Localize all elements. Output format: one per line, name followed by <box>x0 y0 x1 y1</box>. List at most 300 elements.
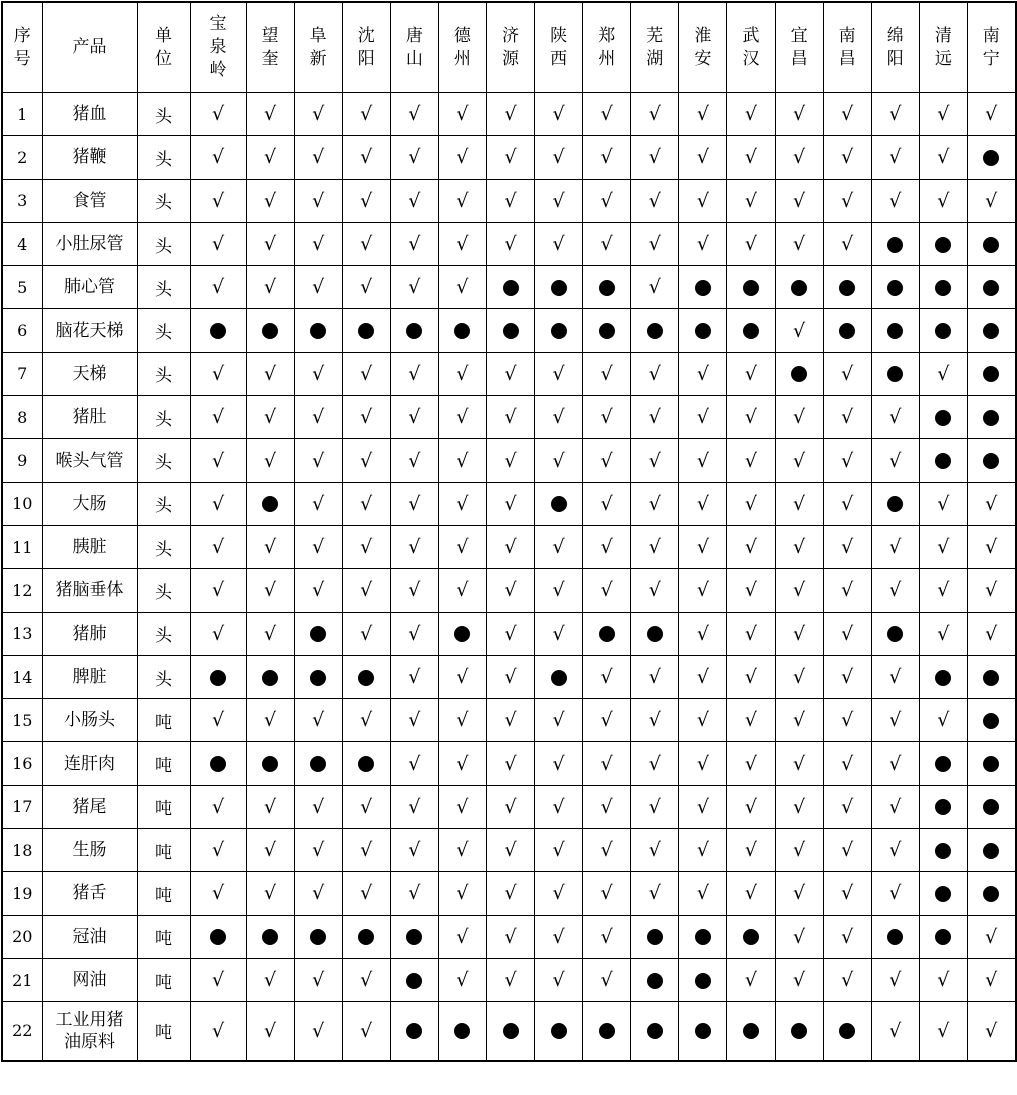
header-plant: 济源 <box>486 2 534 93</box>
row-unit: 吨 <box>137 785 190 828</box>
filled-dot-icon <box>983 886 999 902</box>
dot-cell <box>631 612 679 655</box>
dot-cell <box>919 439 967 482</box>
check-mark: √ <box>246 829 294 872</box>
row-index: 11 <box>2 525 42 568</box>
check-mark: √ <box>679 136 727 179</box>
check-mark: √ <box>967 179 1015 222</box>
check-mark: √ <box>679 872 727 915</box>
row-unit: 头 <box>137 352 190 395</box>
check-mark: √ <box>775 569 823 612</box>
check-mark: √ <box>390 829 438 872</box>
row-product: 脑花天梯 <box>42 309 137 352</box>
row-product: 天梯 <box>42 352 137 395</box>
check-mark: √ <box>679 569 727 612</box>
row-product: 网油 <box>42 958 137 1001</box>
check-mark: √ <box>775 179 823 222</box>
check-mark: √ <box>583 136 631 179</box>
dot-cell <box>967 872 1015 915</box>
check-mark: √ <box>727 699 775 742</box>
filled-dot-icon <box>935 929 951 945</box>
table-row <box>2 482 1016 525</box>
dot-cell <box>919 742 967 785</box>
filled-dot-icon <box>791 366 807 382</box>
check-mark: √ <box>486 93 534 136</box>
dot-cell <box>342 309 390 352</box>
row-product: 小肠头 <box>42 699 137 742</box>
check-mark: √ <box>190 872 246 915</box>
check-mark: √ <box>342 785 390 828</box>
check-mark: √ <box>583 872 631 915</box>
check-mark: √ <box>486 785 534 828</box>
row-index: 16 <box>2 742 42 785</box>
check-mark: √ <box>631 396 679 439</box>
filled-dot-icon <box>551 1023 567 1039</box>
check-mark: √ <box>535 915 583 958</box>
check-mark: √ <box>679 742 727 785</box>
filled-dot-icon <box>310 323 326 339</box>
header-product: 产品 <box>42 2 137 93</box>
check-mark: √ <box>823 93 871 136</box>
check-mark: √ <box>390 699 438 742</box>
filled-dot-icon <box>983 410 999 426</box>
dot-cell <box>535 655 583 698</box>
row-unit: 吨 <box>137 915 190 958</box>
check-mark: √ <box>775 525 823 568</box>
check-mark: √ <box>631 482 679 525</box>
filled-dot-icon <box>210 670 226 686</box>
check-mark: √ <box>390 785 438 828</box>
filled-dot-icon <box>262 670 278 686</box>
dot-cell <box>727 266 775 309</box>
row-unit: 头 <box>137 136 190 179</box>
check-mark: √ <box>727 655 775 698</box>
dot-cell <box>679 1002 727 1061</box>
check-mark: √ <box>390 742 438 785</box>
row-index: 9 <box>2 439 42 482</box>
row-product-label: 工业用猪油原料 <box>55 1009 124 1052</box>
filled-dot-icon <box>406 1023 422 1039</box>
header-plant: 唐山 <box>390 2 438 93</box>
check-mark: √ <box>390 872 438 915</box>
check-mark: √ <box>342 612 390 655</box>
check-mark: √ <box>775 872 823 915</box>
row-unit: 头 <box>137 612 190 655</box>
table-row <box>2 872 1016 915</box>
check-mark: √ <box>390 352 438 395</box>
dot-cell <box>190 309 246 352</box>
check-mark: √ <box>342 179 390 222</box>
check-mark: √ <box>535 612 583 655</box>
check-mark: √ <box>190 829 246 872</box>
dot-cell <box>919 829 967 872</box>
check-mark: √ <box>190 136 246 179</box>
row-index: 10 <box>2 482 42 525</box>
dot-cell <box>342 742 390 785</box>
check-mark: √ <box>246 785 294 828</box>
header-plant: 宜昌 <box>775 2 823 93</box>
dot-cell <box>967 352 1015 395</box>
check-mark: √ <box>727 785 775 828</box>
check-mark: √ <box>631 742 679 785</box>
header-plant: 南宁 <box>967 2 1015 93</box>
check-mark: √ <box>486 742 534 785</box>
dot-cell <box>871 266 919 309</box>
filled-dot-icon <box>599 1023 615 1039</box>
header-plant: 清远 <box>919 2 967 93</box>
dot-cell <box>390 309 438 352</box>
row-product: 大肠 <box>42 482 137 525</box>
check-mark: √ <box>775 742 823 785</box>
check-mark: √ <box>190 569 246 612</box>
dot-cell <box>823 1002 871 1061</box>
check-mark: √ <box>631 179 679 222</box>
table-row <box>2 612 1016 655</box>
check-mark: √ <box>823 915 871 958</box>
check-mark: √ <box>438 396 486 439</box>
filled-dot-icon <box>791 1023 807 1039</box>
check-mark: √ <box>190 222 246 265</box>
row-index: 21 <box>2 958 42 1001</box>
dot-cell <box>486 266 534 309</box>
dot-cell <box>190 742 246 785</box>
table-row <box>2 1002 1016 1061</box>
check-mark: √ <box>486 179 534 222</box>
row-index: 8 <box>2 396 42 439</box>
check-mark: √ <box>679 439 727 482</box>
filled-dot-icon <box>262 756 278 772</box>
dot-cell <box>679 958 727 1001</box>
row-index: 12 <box>2 569 42 612</box>
dot-cell <box>246 655 294 698</box>
dot-cell <box>246 482 294 525</box>
filled-dot-icon <box>310 756 326 772</box>
check-mark: √ <box>438 525 486 568</box>
row-index: 14 <box>2 655 42 698</box>
check-mark: √ <box>342 569 390 612</box>
check-mark: √ <box>246 699 294 742</box>
check-mark: √ <box>583 915 631 958</box>
filled-dot-icon <box>358 323 374 339</box>
check-mark: √ <box>486 872 534 915</box>
check-mark: √ <box>294 266 342 309</box>
header-plant: 德州 <box>438 2 486 93</box>
check-mark: √ <box>438 742 486 785</box>
check-mark: √ <box>727 482 775 525</box>
dot-cell <box>919 222 967 265</box>
check-mark: √ <box>871 785 919 828</box>
check-mark: √ <box>919 482 967 525</box>
check-mark: √ <box>246 352 294 395</box>
filled-dot-icon <box>983 713 999 729</box>
table-row <box>2 742 1016 785</box>
check-mark: √ <box>486 958 534 1001</box>
dot-cell <box>535 309 583 352</box>
check-mark: √ <box>631 872 679 915</box>
check-mark: √ <box>535 179 583 222</box>
dot-cell <box>438 612 486 655</box>
table-row <box>2 569 1016 612</box>
filled-dot-icon <box>935 237 951 253</box>
check-mark: √ <box>871 525 919 568</box>
check-mark: √ <box>535 222 583 265</box>
dot-cell <box>294 742 342 785</box>
check-mark: √ <box>390 612 438 655</box>
filled-dot-icon <box>358 756 374 772</box>
check-mark: √ <box>342 482 390 525</box>
check-mark: √ <box>631 569 679 612</box>
filled-dot-icon <box>887 626 903 642</box>
check-mark: √ <box>583 93 631 136</box>
table-row <box>2 829 1016 872</box>
filled-dot-icon <box>647 929 663 945</box>
check-mark: √ <box>190 525 246 568</box>
check-mark: √ <box>871 439 919 482</box>
dot-cell <box>919 309 967 352</box>
row-index: 19 <box>2 872 42 915</box>
check-mark: √ <box>438 958 486 1001</box>
filled-dot-icon <box>983 843 999 859</box>
check-mark: √ <box>871 829 919 872</box>
filled-dot-icon <box>983 756 999 772</box>
check-mark: √ <box>486 222 534 265</box>
dot-cell <box>342 655 390 698</box>
check-mark: √ <box>823 352 871 395</box>
check-mark: √ <box>679 525 727 568</box>
check-mark: √ <box>775 915 823 958</box>
check-mark: √ <box>775 309 823 352</box>
row-index: 17 <box>2 785 42 828</box>
row-unit: 头 <box>137 222 190 265</box>
row-unit: 吨 <box>137 1002 190 1061</box>
dot-cell <box>967 699 1015 742</box>
header-unit: 单位 <box>137 2 190 93</box>
check-mark: √ <box>967 525 1015 568</box>
dot-cell <box>919 915 967 958</box>
filled-dot-icon <box>935 843 951 859</box>
row-product: 猪脑垂体 <box>42 569 137 612</box>
check-mark: √ <box>727 93 775 136</box>
row-product: 连肝肉 <box>42 742 137 785</box>
check-mark: √ <box>775 785 823 828</box>
filled-dot-icon <box>406 929 422 945</box>
filled-dot-icon <box>406 323 422 339</box>
check-mark: √ <box>190 482 246 525</box>
check-mark: √ <box>631 785 679 828</box>
row-product <box>42 1002 137 1061</box>
check-mark: √ <box>823 439 871 482</box>
check-mark: √ <box>294 785 342 828</box>
row-index: 22 <box>2 1002 42 1061</box>
check-mark: √ <box>342 396 390 439</box>
table-row <box>2 785 1016 828</box>
table-row <box>2 222 1016 265</box>
dot-cell <box>967 222 1015 265</box>
check-mark: √ <box>438 352 486 395</box>
check-mark: √ <box>486 136 534 179</box>
check-mark: √ <box>871 655 919 698</box>
check-mark: √ <box>390 482 438 525</box>
check-mark: √ <box>342 958 390 1001</box>
dot-cell <box>919 785 967 828</box>
check-mark: √ <box>342 1002 390 1061</box>
check-mark: √ <box>294 872 342 915</box>
filled-dot-icon <box>887 323 903 339</box>
check-mark: √ <box>823 136 871 179</box>
dot-cell <box>190 655 246 698</box>
filled-dot-icon <box>210 323 226 339</box>
check-mark: √ <box>823 742 871 785</box>
filled-dot-icon <box>743 323 759 339</box>
check-mark: √ <box>583 482 631 525</box>
filled-dot-icon <box>983 799 999 815</box>
filled-dot-icon <box>839 280 855 296</box>
dot-cell <box>823 266 871 309</box>
check-mark: √ <box>919 525 967 568</box>
row-product: 小肚尿管 <box>42 222 137 265</box>
filled-dot-icon <box>210 756 226 772</box>
filled-dot-icon <box>887 366 903 382</box>
check-mark: √ <box>583 699 631 742</box>
dot-cell <box>967 396 1015 439</box>
row-product: 猪血 <box>42 93 137 136</box>
dot-cell <box>246 742 294 785</box>
row-product: 食管 <box>42 179 137 222</box>
dot-cell <box>486 309 534 352</box>
table-body <box>2 93 1016 1061</box>
dot-cell <box>294 915 342 958</box>
table-row <box>2 266 1016 309</box>
check-mark: √ <box>294 352 342 395</box>
dot-cell <box>871 612 919 655</box>
check-mark: √ <box>390 439 438 482</box>
dot-cell <box>190 915 246 958</box>
check-mark: √ <box>871 93 919 136</box>
filled-dot-icon <box>358 929 374 945</box>
check-mark: √ <box>535 785 583 828</box>
filled-dot-icon <box>983 453 999 469</box>
filled-dot-icon <box>406 973 422 989</box>
check-mark: √ <box>342 699 390 742</box>
check-mark: √ <box>775 439 823 482</box>
check-mark: √ <box>967 612 1015 655</box>
filled-dot-icon <box>599 280 615 296</box>
dot-cell <box>438 309 486 352</box>
check-mark: √ <box>871 872 919 915</box>
check-mark: √ <box>871 396 919 439</box>
check-mark: √ <box>294 1002 342 1061</box>
filled-dot-icon <box>887 280 903 296</box>
row-product: 脾脏 <box>42 655 137 698</box>
check-mark: √ <box>342 439 390 482</box>
filled-dot-icon <box>935 799 951 815</box>
table-row <box>2 655 1016 698</box>
check-mark: √ <box>246 93 294 136</box>
check-mark: √ <box>438 439 486 482</box>
check-mark: √ <box>535 439 583 482</box>
filled-dot-icon <box>310 670 326 686</box>
check-mark: √ <box>438 785 486 828</box>
check-mark: √ <box>631 222 679 265</box>
row-product: 肺心管 <box>42 266 137 309</box>
check-mark: √ <box>583 742 631 785</box>
check-mark: √ <box>294 439 342 482</box>
check-mark: √ <box>583 829 631 872</box>
check-mark: √ <box>823 396 871 439</box>
filled-dot-icon <box>262 496 278 512</box>
check-mark: √ <box>631 829 679 872</box>
dot-cell <box>631 1002 679 1061</box>
filled-dot-icon <box>935 886 951 902</box>
check-mark: √ <box>246 958 294 1001</box>
check-mark: √ <box>919 1002 967 1061</box>
filled-dot-icon <box>262 323 278 339</box>
dot-cell <box>967 309 1015 352</box>
check-mark: √ <box>486 699 534 742</box>
check-mark: √ <box>190 266 246 309</box>
dot-cell <box>679 266 727 309</box>
dot-cell <box>583 266 631 309</box>
filled-dot-icon <box>551 280 567 296</box>
table-row <box>2 958 1016 1001</box>
dot-cell <box>246 915 294 958</box>
check-mark: √ <box>535 136 583 179</box>
dot-cell <box>919 872 967 915</box>
dot-cell <box>390 958 438 1001</box>
header-row <box>2 2 1016 93</box>
row-index: 13 <box>2 612 42 655</box>
filled-dot-icon <box>210 929 226 945</box>
check-mark: √ <box>679 655 727 698</box>
check-mark: √ <box>535 699 583 742</box>
dot-cell <box>919 655 967 698</box>
row-unit: 头 <box>137 309 190 352</box>
check-mark: √ <box>631 266 679 309</box>
check-mark: √ <box>190 179 246 222</box>
header-plant: 沈阳 <box>342 2 390 93</box>
check-mark: √ <box>583 655 631 698</box>
check-mark: √ <box>390 569 438 612</box>
header-index: 序号 <box>2 2 42 93</box>
check-mark: √ <box>535 396 583 439</box>
check-mark: √ <box>246 439 294 482</box>
row-product: 猪鞭 <box>42 136 137 179</box>
dot-cell <box>967 439 1015 482</box>
filled-dot-icon <box>935 453 951 469</box>
check-mark: √ <box>967 569 1015 612</box>
check-mark: √ <box>390 179 438 222</box>
table-row <box>2 915 1016 958</box>
check-mark: √ <box>775 829 823 872</box>
dot-cell <box>583 612 631 655</box>
check-mark: √ <box>342 829 390 872</box>
check-mark: √ <box>727 829 775 872</box>
check-mark: √ <box>486 352 534 395</box>
dot-cell <box>727 1002 775 1061</box>
check-mark: √ <box>727 958 775 1001</box>
check-mark: √ <box>438 222 486 265</box>
check-mark: √ <box>190 352 246 395</box>
check-mark: √ <box>294 179 342 222</box>
table-row <box>2 525 1016 568</box>
row-product: 猪尾 <box>42 785 137 828</box>
check-mark: √ <box>583 222 631 265</box>
check-mark: √ <box>919 569 967 612</box>
check-mark: √ <box>679 179 727 222</box>
filled-dot-icon <box>887 929 903 945</box>
check-mark: √ <box>294 569 342 612</box>
check-mark: √ <box>823 179 871 222</box>
